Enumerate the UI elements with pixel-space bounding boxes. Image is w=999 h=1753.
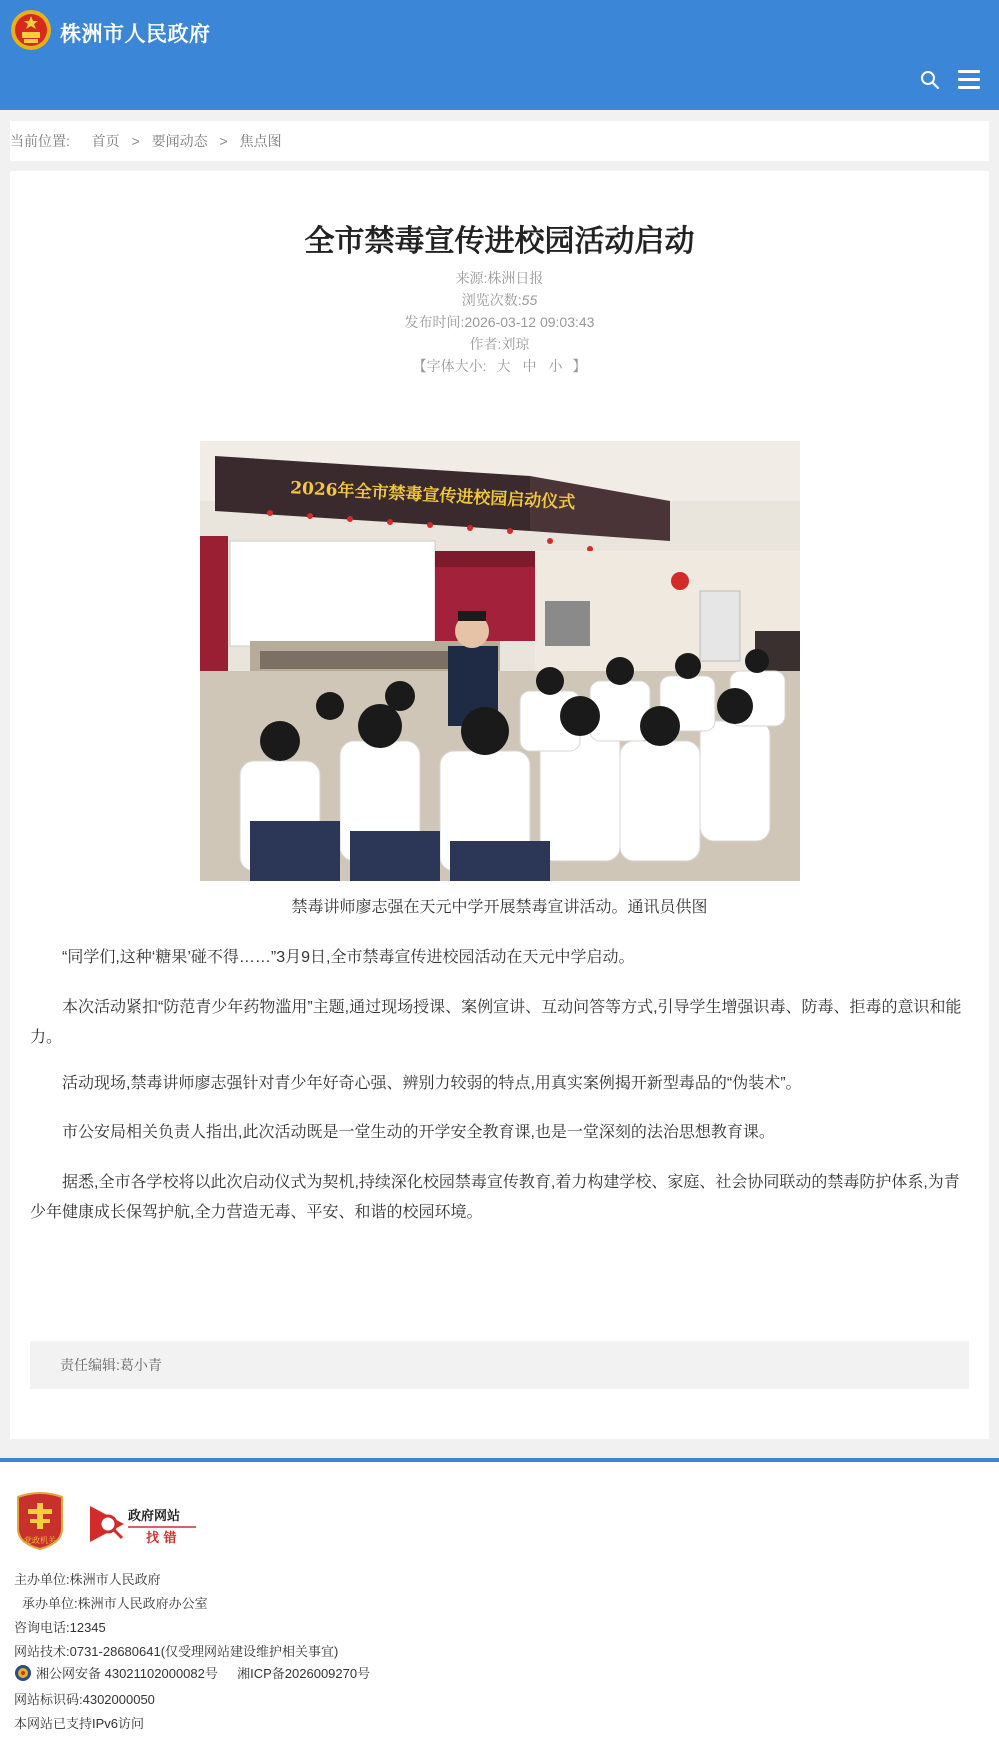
photo-illustration <box>200 441 800 881</box>
footer-site-id: 网站标识码:4302000050 <box>14 1692 155 1707</box>
article-paragraph-2: 本次活动紧扣“防范青少年药物滥用”主题,通过现场授课、案例宣讲、互动问答等方式,引导学生增强识毒、防毒、拒毒的意识和能力。 <box>30 999 962 1046</box>
footer-ipv6: 本网站已支持IPv6访问 <box>14 1716 145 1731</box>
svg-text:找 错: 找 错 <box>146 1531 177 1546</box>
article-author: 作者:刘琼 <box>469 336 530 352</box>
responsible-editor: 责任编辑:葛小青 <box>30 1341 969 1389</box>
article-card <box>10 171 989 1439</box>
breadcrumb <box>10 121 989 161</box>
photo-banner-text: 2026年全市禁毒宣传进校园启动仪式 <box>289 478 576 514</box>
police-badge-icon <box>14 1664 32 1682</box>
breadcrumb-separator: > <box>219 133 228 149</box>
footer-tech: 网站技术:0731-28680641(仅受理网站建设维护相关事宜) <box>14 1644 339 1659</box>
breadcrumb-home[interactable]: 首页 <box>91 133 120 149</box>
menu-icon[interactable] <box>958 70 980 90</box>
article-title: 全市禁毒宣传进校园活动启动 <box>304 225 695 258</box>
site-title[interactable]: 株洲市人民政府 <box>60 23 211 46</box>
footer-records <box>14 1663 370 1682</box>
article-paragraph-4: 市公安局相关负责人指出,此次活动既是一堂生动的开学安全教育课,也是一堂深刻的法治思想教育课。 <box>62 1124 775 1141</box>
photo-caption: 禁毒讲师廖志强在天元中学开展禁毒宣讲活动。通讯员供图 <box>291 899 708 916</box>
font-size-medium[interactable]: 中 <box>522 358 537 374</box>
breadcrumb-separator: > <box>131 133 140 149</box>
article-paragraph-5: 据悉,全市各学校将以此次启动仪式为契机,持续深化校园禁毒宣传教育,着力构建学校、家庭、社会协同联动的禁毒防护体系,为青少年健康成长保驾护航,全力营造无毒、平安、和谐的校园环境。 <box>30 1174 960 1221</box>
font-size-small[interactable]: 小 <box>548 358 563 374</box>
site-footer <box>0 1462 999 1753</box>
article-paragraph-1: “同学们,这种‘糖果’碰不得……”3月9日,全市禁毒宣传进校园活动在天元中学启动。 <box>62 949 635 966</box>
svg-text:党政机关: 党政机关 <box>24 1536 56 1545</box>
icp-record-link[interactable]: 湘ICP备2026009270号 <box>237 1666 371 1681</box>
article-paragraph-3: 活动现场,禁毒讲师廖志强针对青少年好奇心强、辨别力较弱的特点,用真实案例揭开新型毒品的“伪装术”。 <box>62 1075 802 1092</box>
footer-phone: 咨询电话:12345 <box>14 1620 106 1635</box>
search-icon[interactable] <box>920 70 940 90</box>
footer-organizer: 承办单位:株洲市人民政府办公室 <box>22 1596 208 1611</box>
article-source: 来源:株洲日报 <box>455 270 544 286</box>
article-photo <box>200 441 800 881</box>
font-size-control: 【字体大小: 大 中 小 】 <box>412 358 587 374</box>
article-views: 浏览次数:55 <box>461 292 538 308</box>
party-government-badge-icon[interactable] <box>14 1491 66 1551</box>
footer-sponsor: 主办单位:株洲市人民政府 <box>14 1572 161 1587</box>
article-published: 发布时间:2026-03-12 09:03:43 <box>404 314 595 330</box>
svg-text:政府网站: 政府网站 <box>128 1509 181 1524</box>
breadcrumb-news[interactable]: 要闻动态 <box>151 133 208 149</box>
national-emblem-icon[interactable] <box>10 8 52 52</box>
breadcrumb-label: 当前位置: <box>10 133 70 149</box>
font-size-large[interactable]: 大 <box>496 358 511 374</box>
police-record-link[interactable]: 湘公网安备 43021102000082号 <box>36 1666 218 1681</box>
site-header <box>0 0 999 110</box>
breadcrumb-focus[interactable]: 焦点图 <box>239 133 282 149</box>
gov-site-error-report-icon[interactable] <box>90 1502 200 1546</box>
